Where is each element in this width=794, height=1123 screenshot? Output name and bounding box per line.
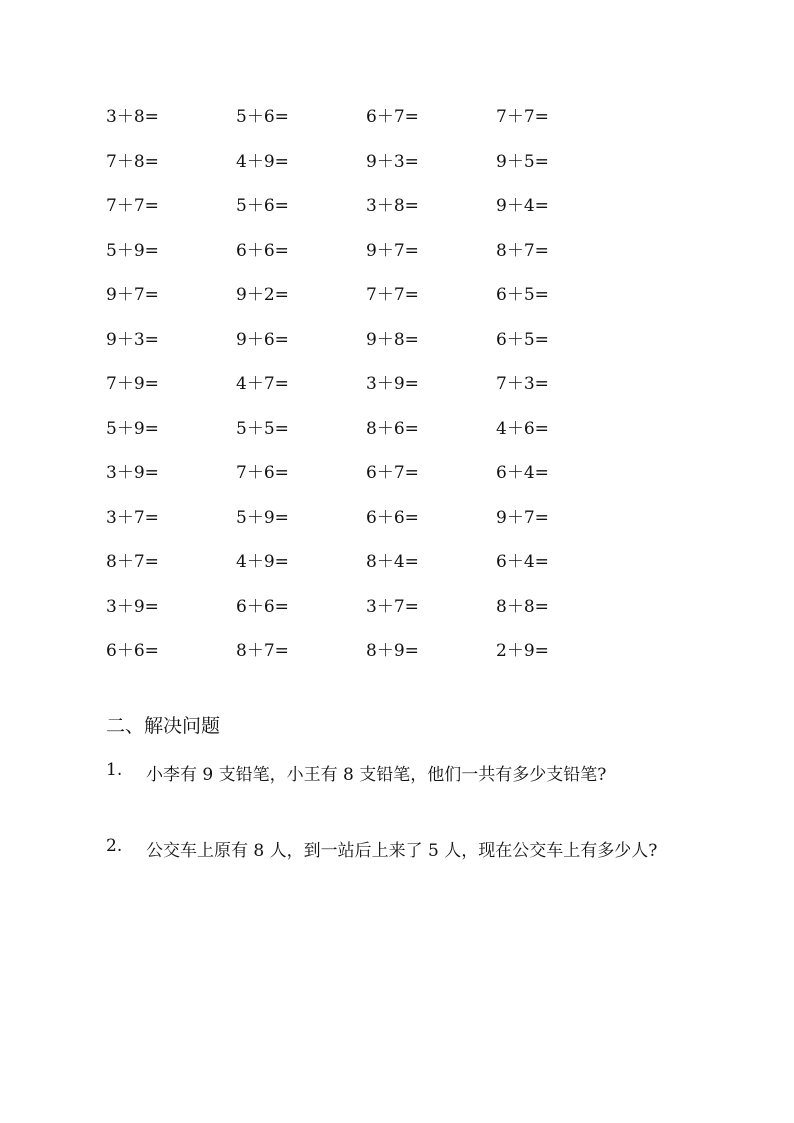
equation: 9＋7= [106, 285, 159, 305]
equation: 6＋6= [106, 641, 159, 661]
equation: 8＋7= [106, 552, 159, 572]
equation: 9＋3= [106, 329, 159, 350]
equation: 4＋9= [236, 151, 289, 172]
equation-row [106, 104, 626, 149]
equation: 9＋7= [366, 240, 419, 261]
equation: 3＋7= [106, 507, 159, 528]
equation-row [106, 371, 626, 416]
equation: 6＋5= [496, 329, 549, 350]
problem-number: 1. [106, 760, 123, 780]
equation: 9＋7= [496, 507, 549, 528]
problem-text: 小李有 9 支铅笔，小王有 8 支铅笔，他们一共有多少支铅笔? [146, 765, 607, 785]
equation: 8＋7= [496, 240, 549, 261]
equation: 5＋9= [106, 240, 159, 261]
equation: 5＋9= [106, 418, 159, 439]
equation: 8＋7= [236, 641, 289, 661]
equation: 7＋6= [236, 463, 289, 483]
equation: 9＋4= [496, 196, 549, 216]
equation: 5＋6= [236, 196, 289, 216]
equation: 3＋8= [366, 196, 419, 216]
equation: 5＋5= [236, 418, 289, 439]
equation: 7＋8= [106, 151, 159, 172]
equation: 7＋9= [106, 374, 159, 394]
equation: 9＋5= [496, 151, 549, 172]
equation: 7＋3= [496, 374, 549, 394]
equation: 9＋8= [366, 329, 419, 350]
equation: 6＋4= [496, 463, 549, 483]
equation-row [106, 193, 626, 238]
equation-grid [106, 104, 626, 683]
equation: 3＋9= [106, 463, 159, 483]
equation: 6＋7= [366, 107, 419, 127]
equation: 9＋3= [366, 151, 419, 172]
equation: 3＋8= [106, 107, 159, 127]
equation: 3＋7= [366, 596, 419, 617]
equation-row [106, 505, 626, 550]
equation: 8＋4= [366, 552, 419, 572]
equation: 7＋7= [496, 107, 549, 127]
equation: 6＋5= [496, 285, 549, 305]
equation: 8＋6= [366, 418, 419, 439]
equation-row [106, 327, 626, 372]
equation: 3＋9= [106, 596, 159, 617]
equation: 7＋7= [106, 196, 159, 216]
equation: 9＋6= [236, 329, 289, 350]
equation-row [106, 149, 626, 194]
equation: 7＋7= [366, 285, 419, 305]
equation: 6＋4= [496, 552, 549, 572]
equation: 6＋6= [236, 596, 289, 617]
equation: 6＋6= [366, 507, 419, 528]
equation: 4＋9= [236, 552, 289, 572]
equation-row [106, 594, 626, 639]
equation-row [106, 460, 626, 505]
equation: 5＋9= [236, 507, 289, 528]
equation: 4＋7= [236, 374, 289, 394]
equation: 8＋9= [366, 641, 419, 661]
equation: 5＋6= [236, 107, 289, 127]
equation-row [106, 549, 626, 594]
equation: 6＋6= [236, 240, 289, 261]
equation: 9＋2= [236, 285, 289, 305]
section-title: 二、解决问题 [106, 715, 221, 737]
equation: 6＋7= [366, 463, 419, 483]
equation-row [106, 282, 626, 327]
problem-number: 2. [106, 836, 123, 856]
equation-row [106, 238, 626, 283]
equation: 8＋8= [496, 596, 549, 617]
equation: 3＋9= [366, 374, 419, 394]
equation-row [106, 416, 626, 461]
problem-text: 公交车上原有 8 人，到一站后上来了 5 人，现在公交车上有多少人? [146, 841, 658, 861]
equation: 4＋6= [496, 418, 549, 439]
equation: 2＋9= [496, 641, 549, 661]
equation-row [106, 638, 626, 683]
